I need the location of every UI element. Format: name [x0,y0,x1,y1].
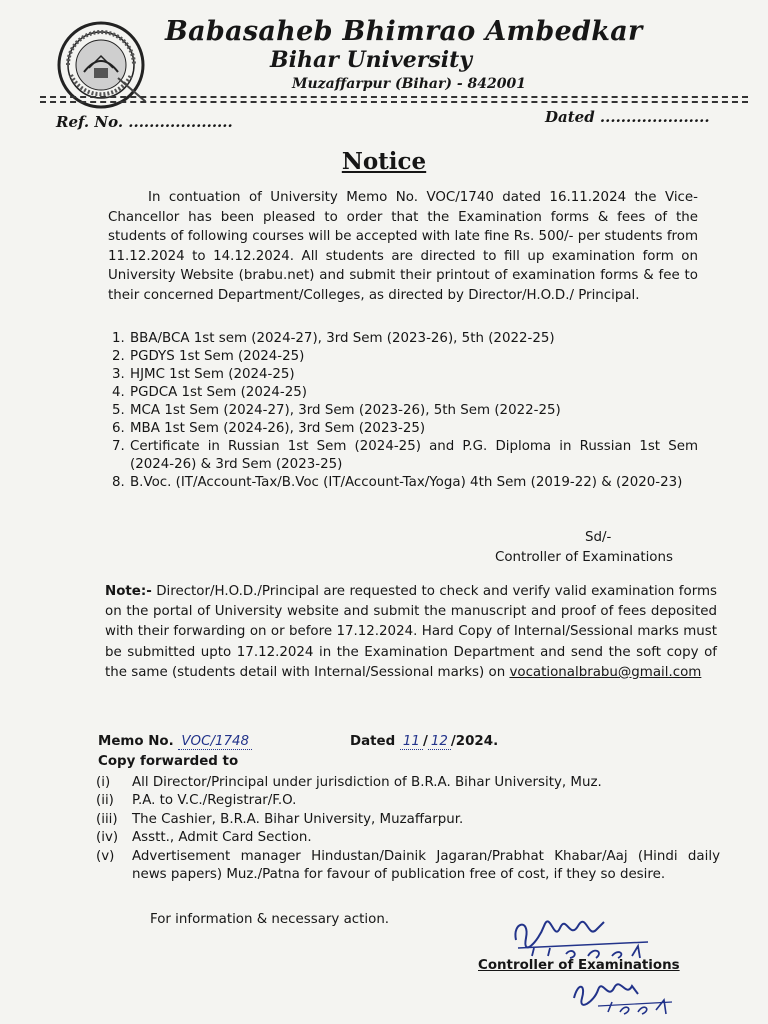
list-item: (ii) P.A. to V.C./Registrar/F.O. [96,793,297,809]
list-item: 8. B.Voc. (IT/Account-Tax/B.Voc (IT/Account-Tax/Yoga) 4th Sem (2019-22) & (2020-23) [112,475,683,490]
list-item: 1. BBA/BCA 1st sem (2024-27), 3rd Sem (2023-26), 5th (2022-25) [112,331,555,346]
footer-signatory-title: Controller of Examinations [478,958,680,973]
memo-month-handwritten: 12 [428,734,451,750]
signatory-title: Controller of Examinations [495,550,673,565]
copy-forwarded-title: Copy forwarded to [98,754,239,769]
memo-number-row [98,734,252,749]
dated-field: Dated ..................... [545,108,710,126]
sd-mark: Sd/- [585,530,612,545]
list-item: (iii) The Cashier, B.R.A. Bihar University, Muzaffarpur. [96,811,464,827]
list-item: 6. MBA 1st Sem (2024-26), 3rd Sem (2023-25) [112,421,426,436]
memo-number-handwritten: VOC/1748 [178,734,252,750]
note-text: Director/H.O.D./Principal are requested to check and verify valid examination forms on the portal of University website and submit the manuscript and proof of fees deposited with their forwarding on or before 17.12.2024. Hard Copy of Internal/Sessional marks must be submitted upto 17.12.2024 in the Examination Department and send the soft copy of the same (students detail with Internal/Sessional marks) on [105,584,717,680]
list-item: (v) Advertisement manager Hindustan/Dainik Jagaran/Prabhat Khabar/Aaj (Hindi daily news papers) Muz./Patna for favour of publication free of cost, if they so desire. [96,848,720,883]
notice-paragraph: In contuation of University Memo No. VOC/1740 dated 16.11.2024 the Vice-Chancellor has been pleased to order that the Examination forms & fees of the students of following courses will be accepted with late fine Rs. 500/- per students from 11.12.2024 to 14.12.2024. All students are directed to fill up examination form on University Website (brabu.net) and submit their printout of examination forms & fee to their concerned Department/Colleges, as directed by Director/H.O.D./ Principal. [108,190,698,303]
handwritten-initials [568,976,678,1018]
note-paragraph [105,582,717,683]
memo-dated-label: Dated [350,734,396,749]
list-item: 5. MCA 1st Sem (2024-27), 3rd Sem (2023-26), 5th Sem (2022-25) [112,403,561,418]
header-divider [40,96,748,98]
handwritten-signature [508,912,658,962]
list-item: (i) All Director/Principal under jurisdiction of B.R.A. Bihar University, Muz. [96,775,602,790]
course-list [108,330,698,492]
list-item: 2. PGDYS 1st Sem (2024-25) [112,349,305,364]
memo-dated-row: Dated 11 / 12 /2024. [350,734,499,749]
notice-title: Notice [341,148,427,175]
university-name: Babasaheb Bhimrao Ambedkar [165,16,643,47]
list-item: (iv) Asstt., Admit Card Section. [96,830,312,846]
note-label: Note:- [105,584,152,599]
list-item: 4. PGDCA 1st Sem (2024-25) [112,385,307,400]
closing-line: For information & necessary action. [150,912,390,927]
memo-label: Memo No. [98,734,174,749]
memo-year: /2024. [450,734,499,749]
list-item: 7. Certificate in Russian 1st Sem (2024-25) and P.G. Diploma in Russian 1st Sem (2024-26) & 3rd Sem (2023-25) [112,439,698,472]
ref-no-field: Ref. No. .................... [56,113,233,131]
copy-list [96,774,720,884]
university-address: Muzaffarpur (Bihar) - 842001 [292,76,526,92]
university-subtitle: Bihar University [270,47,473,73]
memo-day-handwritten: 11 [400,734,423,750]
list-item: 3. HJMC 1st Sem (2024-25) [112,367,295,382]
header-divider-2 [40,101,748,103]
email-link[interactable]: vocationalbrabu@gmail.com [509,664,702,680]
